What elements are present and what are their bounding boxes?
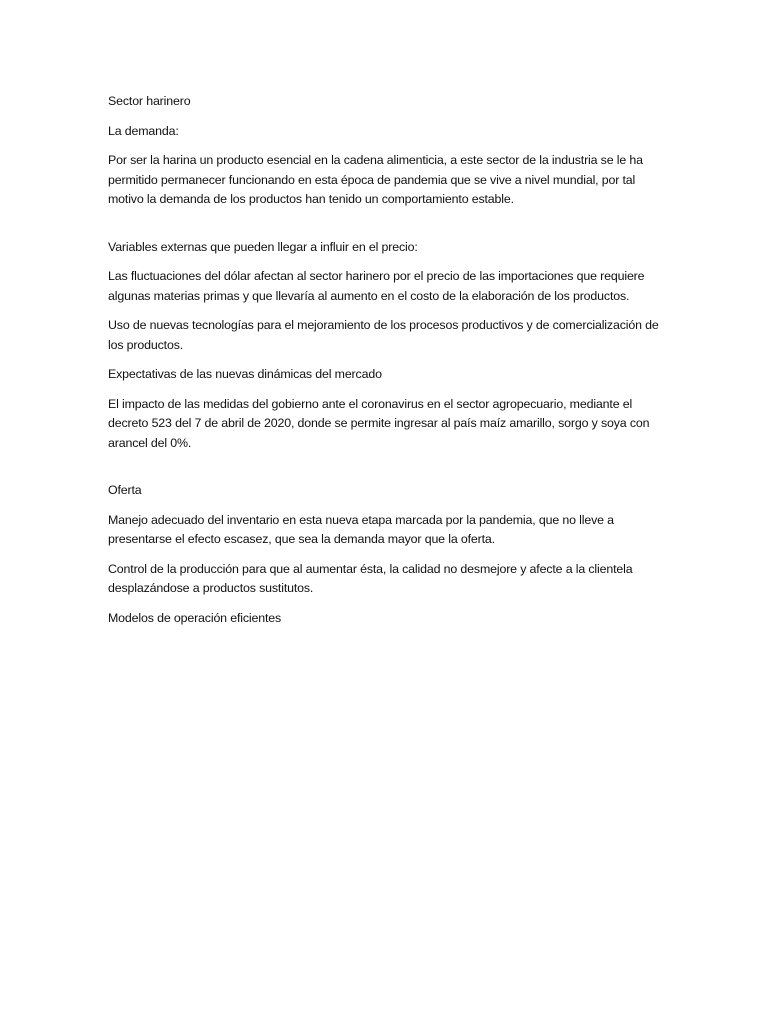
offer-paragraph-1: Manejo adecuado del inventario en esta nueva etapa marcada por la pandemia, que no lleve a presentarse el efecto escasez, que sea la demanda mayor que la oferta. [108,512,614,546]
offer-heading: Oferta [108,483,142,497]
external-variables-paragraph-1: Las fluctuaciones del dólar afectan al sector harinero por el precio de las importaciones que requiere algunas materias primas y que llevaría al aumento en el costo de la elaboración de los productos. [108,269,645,303]
demand-heading: La demanda: [108,123,179,138]
offer-paragraph-3: Modelos de operación eficientes [108,610,282,625]
document-body [108,92,668,638]
offer-paragraph-2: Control de la producción para que al aumentar ésta, la calidad no desmejore y afecte a la clientela desplazándose a productos sustitutos. [108,561,633,595]
external-variables-paragraph-2: Uso de nuevas tecnologías para el mejoramiento de los procesos productivos y de comercialización de los productos. [108,318,659,352]
external-variables-heading: Variables externas que pueden llegar a influir en el precio: [108,239,418,254]
demand-paragraph: Por ser la harina un producto esencial en la cadena alimenticia, a este sector de la industria se le ha permitido permanecer funcionando en esta época de pandemia que se vive a nivel mundial, por tal motivo la demanda de los productos han tenido un comportamiento estable. [108,153,643,206]
document-title: Sector harinero [108,94,191,108]
market-expectations-line: Expectativas de las nuevas dinámicas del mercado [108,367,382,381]
government-impact-paragraph: El impacto de las medidas del gobierno ante el coronavirus en el sector agropecuario, mediante el decreto 523 del 7 de abril de 2020, donde se permite ingresar al país maíz amarillo, sorgo y soya con arancel del 0%. [108,396,650,450]
